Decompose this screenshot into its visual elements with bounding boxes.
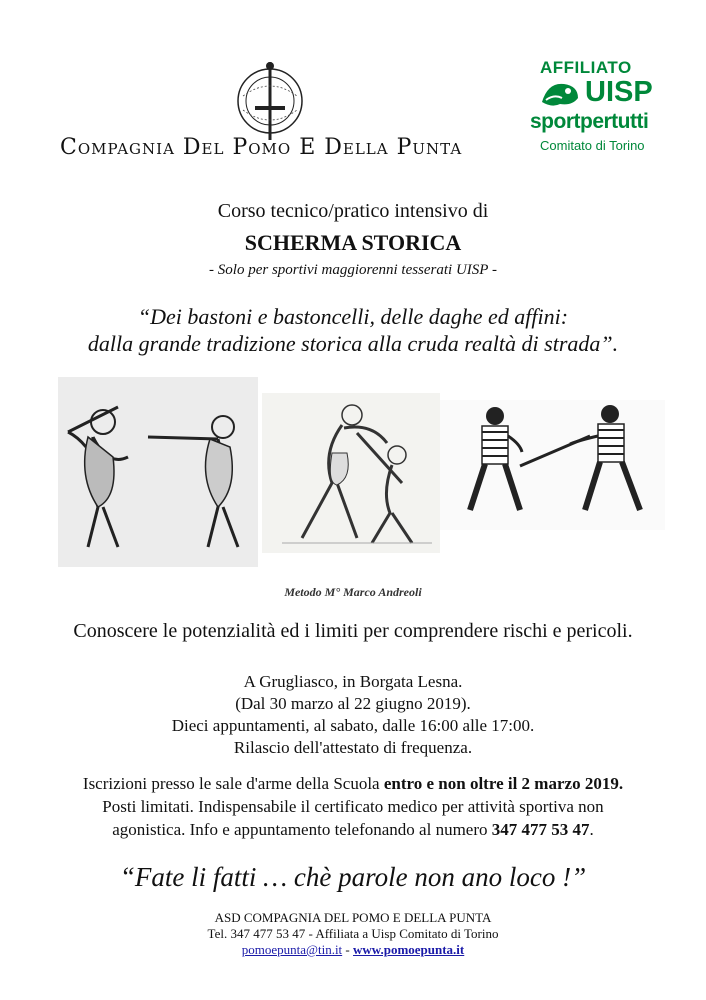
- course-subtitle: - Solo per sportivi maggiorenni tesserati UISP -: [209, 262, 497, 278]
- footer-org: ASD COMPAGNIA DEL POMO E DELLA PUNTA: [214, 910, 492, 925]
- uisp-slogan: sportpertutti: [530, 110, 649, 133]
- potential-statement: Conoscere le potenzialità ed i limiti per comprendere rischi e pericoli.: [73, 620, 633, 642]
- uisp-comitato: Comitato di Torino: [540, 138, 645, 153]
- footer-email-link[interactable]: pomoepunta@tin.it: [241, 942, 343, 957]
- course-title: SCHERMA STORICA: [244, 230, 462, 255]
- footer-contact: Tel. 347 477 53 47 - Affiliata a Uisp Comitato di Torino: [207, 926, 499, 941]
- registration-line-2: Posti limitati. Indispensabile il certificato medico per attività sportiva non: [102, 797, 604, 816]
- registration-line-1: [0, 774, 706, 794]
- registration-deadline: entro e non oltre il 2 marzo 2019.: [383, 774, 624, 793]
- motto-line-1: “Dei bastoni e bastoncelli, delle daghe ed affini:: [137, 304, 569, 329]
- uisp-mascot-icon: [538, 78, 582, 110]
- footer-links: [0, 942, 706, 958]
- footer-website-link[interactable]: www.pomoepunta.it: [353, 942, 465, 957]
- registration-text: Iscrizioni presso le sale d'arme della Scuola: [82, 774, 384, 793]
- registration-line-3: [0, 820, 706, 840]
- historic-fencers-illustration: [58, 377, 258, 567]
- info-dates: (Dal 30 marzo al 22 giugno 2019).: [235, 694, 471, 713]
- info-certificate: Rilascio dell'attestato di frequenza.: [233, 738, 473, 757]
- striped-shirt-stick-fighters-illustration: [440, 400, 665, 530]
- uisp-affiliato-label: AFFILIATO: [540, 58, 632, 77]
- motto-line-2: dalla grande tradizione storica alla cruda realtà di strada”.: [87, 331, 619, 356]
- uisp-logo: [530, 58, 670, 158]
- registration-period: .: [589, 820, 594, 839]
- club-name: Compagnia Del Pomo E Della Punta: [60, 135, 463, 160]
- info-schedule: Dieci appuntamenti, al sabato, dalle 16:00 alle 17:00.: [171, 716, 535, 735]
- closing-quote: “Fate li fatti … chè parole non ano loco !”: [119, 862, 587, 892]
- method-credit: Metodo M° Marco Andreoli: [284, 585, 422, 599]
- registration-info-text: agonistica. Info e appuntamento telefonando al numero: [112, 820, 492, 839]
- medieval-grappling-illustration: [262, 393, 440, 553]
- registration-phone: 347 477 53 47: [491, 820, 590, 839]
- info-location: A Grugliasco, in Borgata Lesna.: [243, 672, 463, 691]
- sword-emblem-logo: [225, 56, 315, 146]
- uisp-name: UISP: [585, 76, 653, 108]
- course-intro: Corso tecnico/pratico intensivo di: [217, 200, 489, 222]
- footer-separator: -: [342, 942, 354, 957]
